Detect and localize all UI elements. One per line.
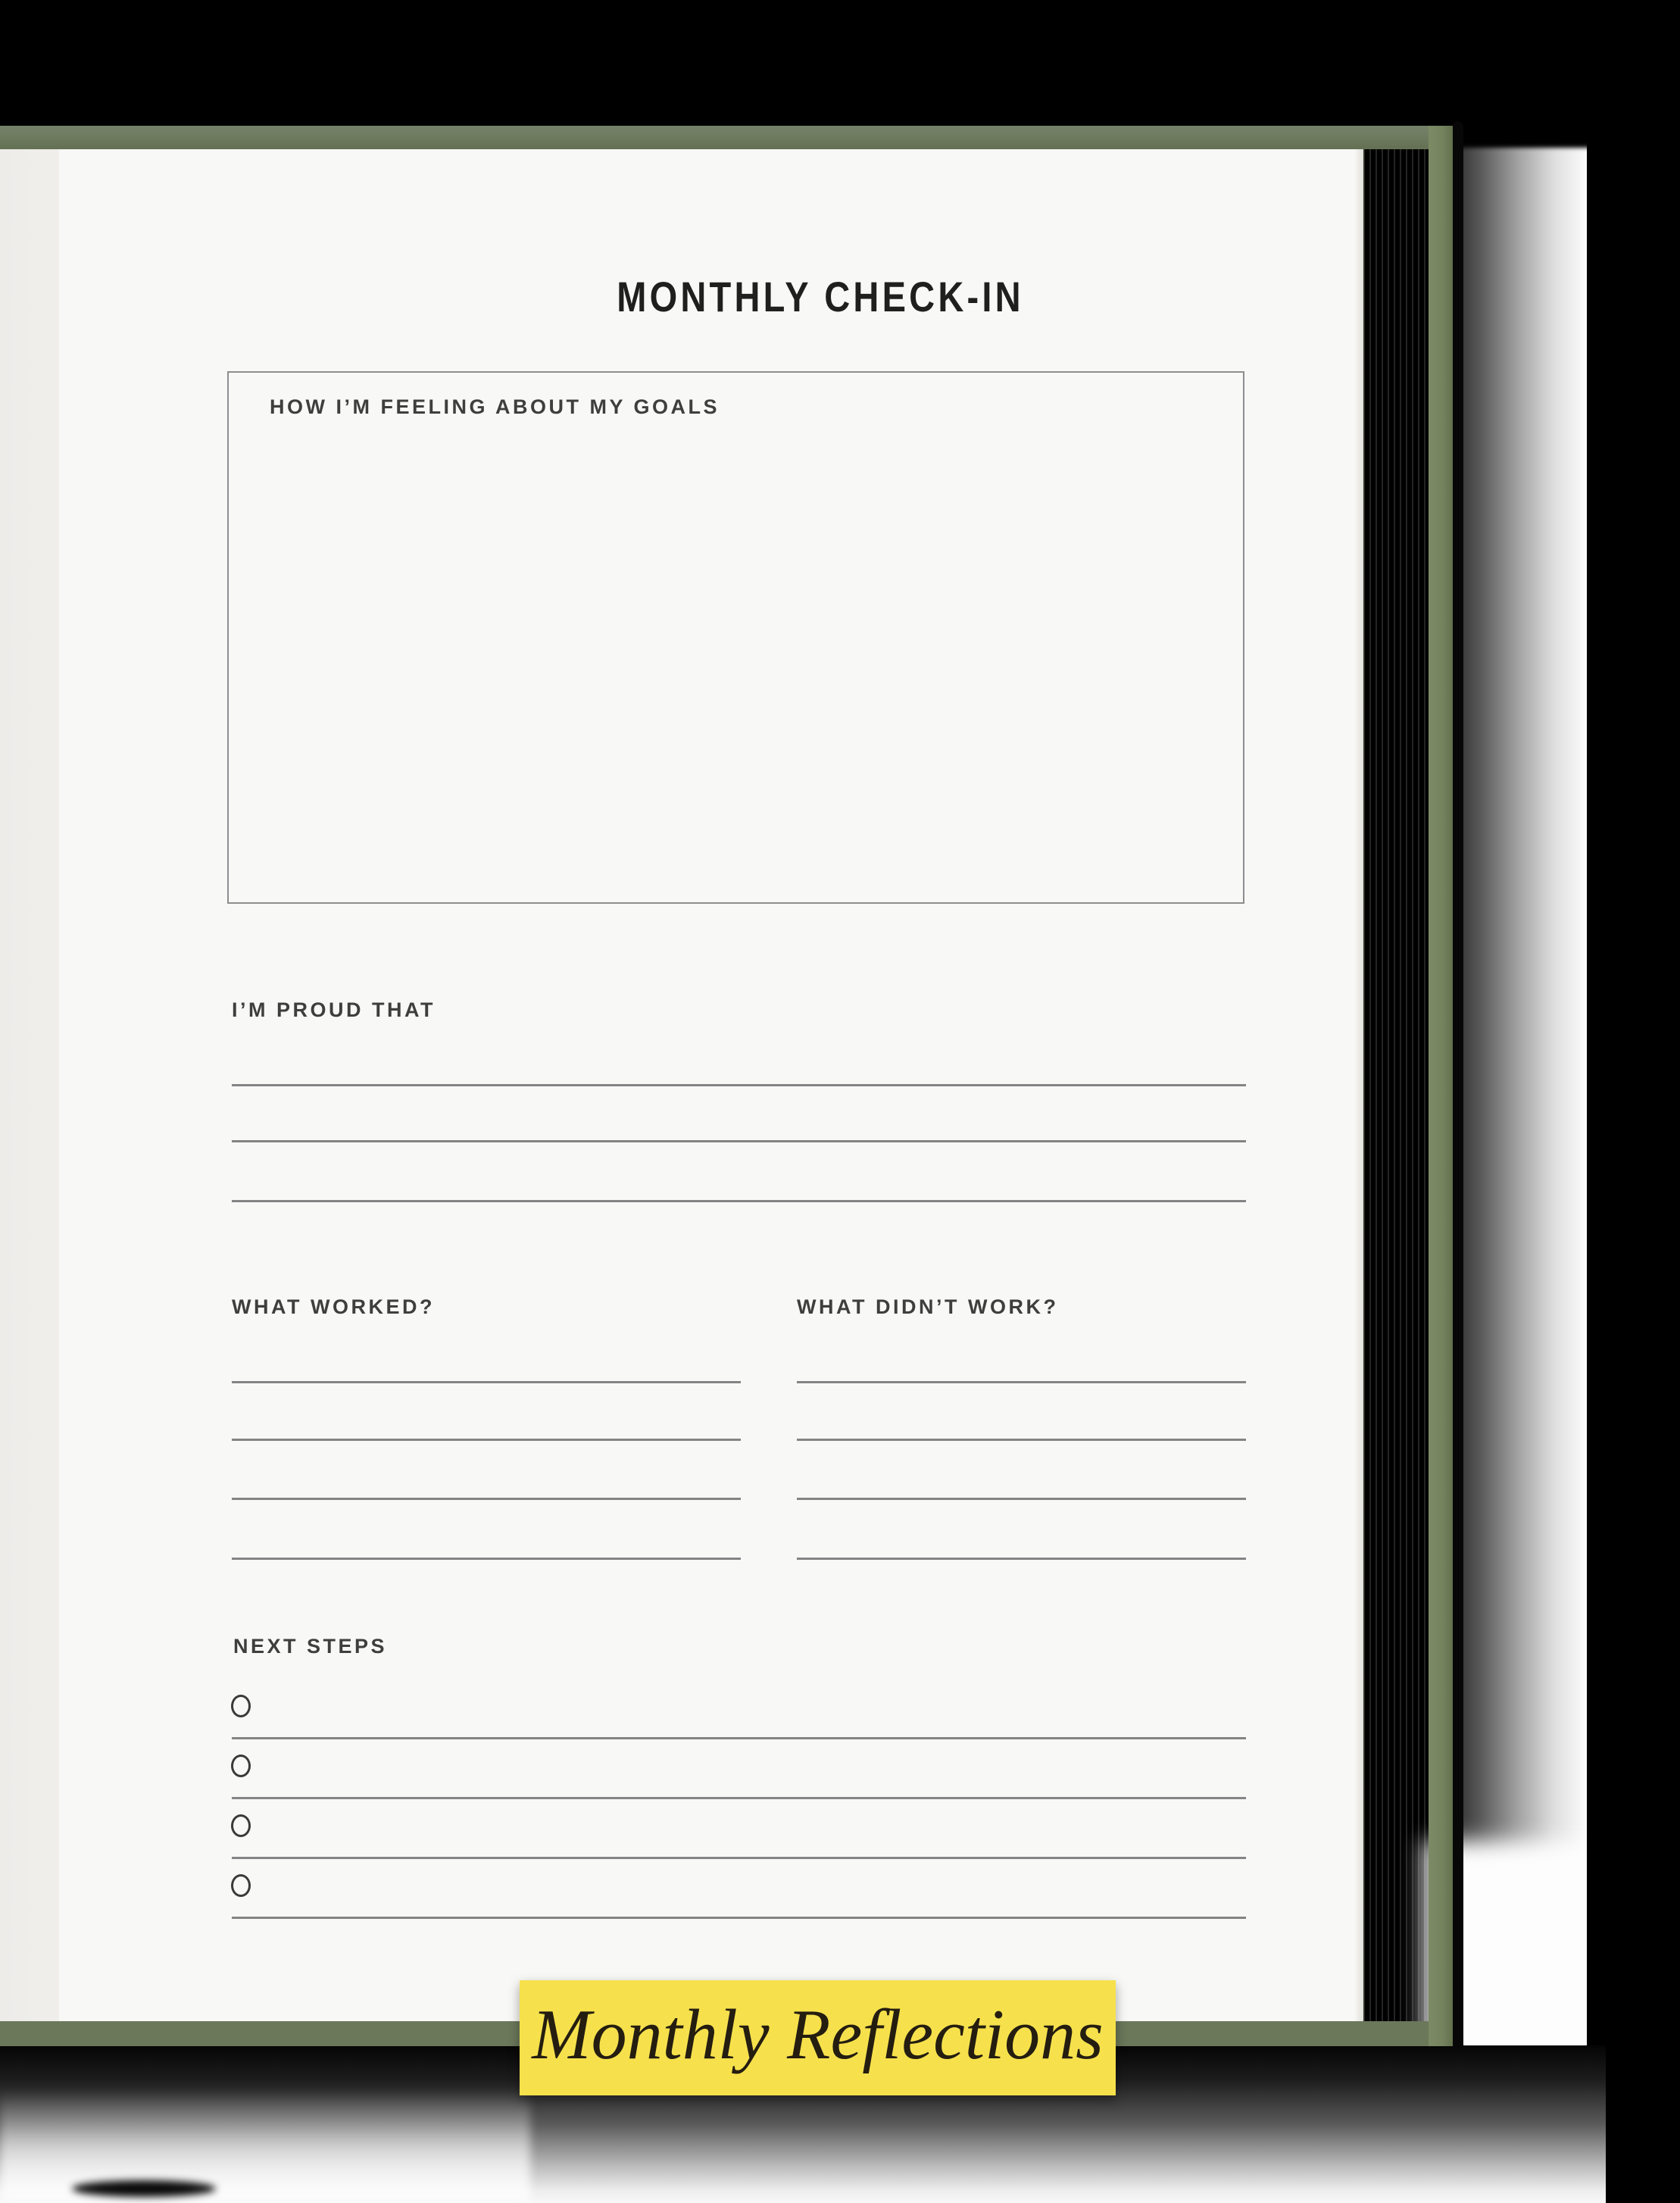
checklist-circle — [231, 1755, 251, 1777]
shadow-smudge — [72, 2180, 216, 2197]
ruled-line — [797, 1558, 1246, 1560]
ruled-line — [232, 1381, 741, 1383]
book-cover-dark-outline — [1453, 121, 1463, 2049]
background-top — [0, 0, 1680, 126]
ruled-line — [232, 1558, 741, 1560]
ruled-line — [797, 1381, 1246, 1383]
ruled-line — [232, 1857, 1246, 1859]
checklist-circle — [231, 1695, 251, 1717]
background-right — [1587, 0, 1680, 2203]
ruled-line — [232, 1140, 1246, 1142]
footer-tab-label: Monthly Reflections — [532, 1995, 1104, 2074]
ruled-line — [232, 1797, 1246, 1799]
book-cover-right-edge — [1429, 126, 1455, 2046]
feelings-box — [227, 371, 1244, 904]
book-cover-top-edge — [0, 126, 1455, 149]
ruled-line — [232, 1084, 1246, 1086]
checklist-circle — [231, 1874, 251, 1897]
ruled-line — [797, 1498, 1246, 1500]
checklist-circle — [231, 1814, 251, 1837]
page-stack-edge — [1363, 149, 1429, 2021]
proud-section-label: I’M PROUD THAT — [232, 998, 436, 1021]
footer-tab — [520, 1980, 1116, 2095]
ruled-line — [232, 1917, 1246, 1919]
ruled-line — [232, 1737, 1246, 1739]
feelings-box-label: HOW I’M FEELING ABOUT MY GOALS — [270, 395, 720, 418]
ruled-line — [232, 1439, 741, 1441]
page-left-edge — [0, 149, 59, 2021]
didnt-work-section-label: WHAT DIDN’T WORK? — [797, 1295, 1059, 1318]
backdrop-wall-gradient — [1443, 148, 1606, 2087]
next-steps-section-label: NEXT STEPS — [233, 1635, 388, 1658]
ruled-line — [232, 1200, 1246, 1202]
page-title: MONTHLY CHECK-IN — [617, 273, 1025, 320]
ruled-line — [797, 1439, 1246, 1441]
ruled-line — [232, 1498, 741, 1500]
worked-section-label: WHAT WORKED? — [232, 1295, 435, 1318]
